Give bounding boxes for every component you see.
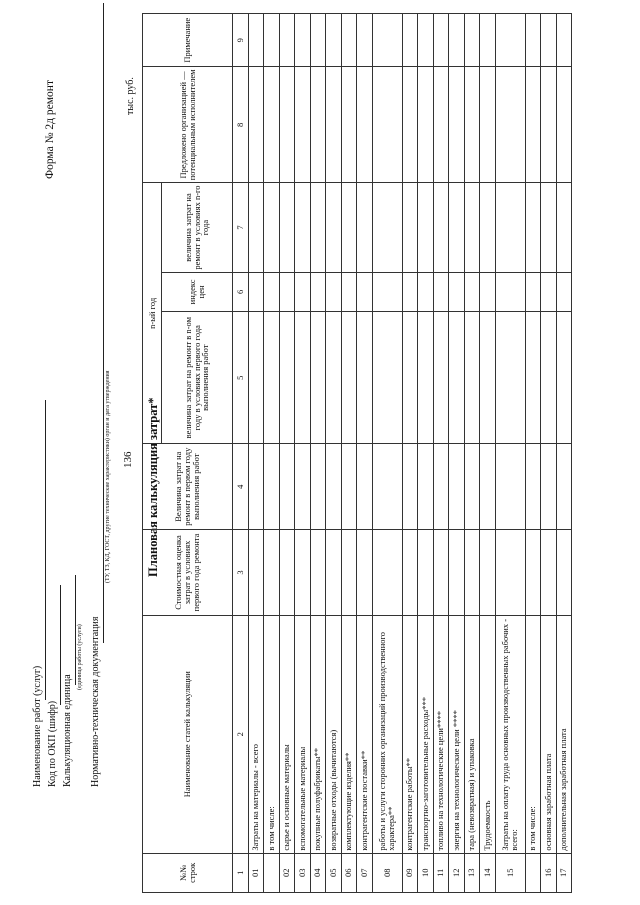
page-number: 136 [122, 451, 134, 468]
normative-docs-hint: (ТУ, ТЗ, КД, ГОСТ, другие технические характеристики) орган и дата утверждения [105, 370, 111, 583]
row-number: 01 [248, 853, 264, 892]
header-nth-amount-current: величина затрат на ремонт в условиях n-го года [162, 183, 233, 272]
row-item-name: сырье и основные материалы [279, 615, 295, 853]
value-cell[interactable] [556, 67, 572, 183]
value-cell[interactable] [357, 183, 373, 272]
value-cell[interactable] [372, 530, 402, 616]
value-cell[interactable] [295, 67, 311, 183]
value-cell[interactable] [248, 312, 264, 444]
value-cell[interactable] [310, 312, 326, 444]
value-cell[interactable] [556, 14, 572, 67]
col-number: 1 [233, 853, 249, 892]
row-item-name: возвратные отходы (вычитаются) [326, 615, 342, 853]
value-cell[interactable] [372, 444, 402, 530]
value-cell[interactable] [525, 183, 541, 272]
value-cell[interactable] [556, 183, 572, 272]
value-cell[interactable] [341, 530, 357, 616]
table-row [248, 14, 264, 893]
row-item-name: в том числе: [525, 615, 541, 853]
table-row [372, 14, 402, 893]
value-cell[interactable] [464, 183, 480, 272]
value-cell[interactable] [402, 312, 418, 444]
value-cell[interactable] [525, 312, 541, 444]
value-cell[interactable] [402, 14, 418, 67]
col-number: 9 [233, 14, 249, 67]
value-cell[interactable] [525, 444, 541, 530]
okp-code-line[interactable] [60, 585, 61, 705]
value-cell[interactable] [464, 272, 480, 311]
value-cell[interactable] [449, 14, 465, 67]
header-row-no: №№ строк [143, 853, 233, 892]
table-row [341, 14, 357, 893]
value-cell[interactable] [310, 183, 326, 272]
value-cell[interactable] [295, 312, 311, 444]
value-cell[interactable] [326, 530, 342, 616]
row-number: 16 [541, 853, 557, 892]
table-row [357, 14, 373, 893]
value-cell[interactable] [433, 444, 449, 530]
value-cell[interactable] [418, 272, 434, 311]
value-cell[interactable] [556, 530, 572, 616]
value-cell[interactable] [541, 312, 557, 444]
value-cell[interactable] [295, 530, 311, 616]
table-row [541, 14, 557, 893]
value-cell[interactable] [541, 444, 557, 530]
value-cell[interactable] [326, 312, 342, 444]
value-cell[interactable] [279, 14, 295, 67]
value-cell[interactable] [541, 67, 557, 183]
col-number: 7 [233, 183, 249, 272]
normative-docs-label: Нормативно-техническая документация [90, 616, 101, 787]
value-cell[interactable] [480, 530, 496, 616]
value-cell[interactable] [449, 183, 465, 272]
row-number: 14 [480, 853, 496, 892]
value-cell[interactable] [480, 444, 496, 530]
col-number: 6 [233, 272, 249, 311]
column-number-row [233, 14, 249, 893]
value-cell[interactable] [357, 444, 373, 530]
cost-table [142, 13, 572, 893]
value-cell[interactable] [495, 312, 525, 444]
value-cell[interactable] [449, 312, 465, 444]
value-cell[interactable] [248, 183, 264, 272]
value-cell[interactable] [326, 444, 342, 530]
value-cell[interactable] [418, 14, 434, 67]
value-cell[interactable] [326, 183, 342, 272]
row-number: 10 [418, 853, 434, 892]
value-cell[interactable] [295, 272, 311, 311]
value-cell[interactable] [464, 444, 480, 530]
row-number: 03 [295, 853, 311, 892]
value-cell[interactable] [279, 183, 295, 272]
row-number: 05 [326, 853, 342, 892]
row-item-name: транспортно-заготовительные расходы*** [418, 615, 434, 853]
value-cell[interactable] [341, 14, 357, 67]
header-price-index: индекс цен [162, 272, 233, 311]
value-cell[interactable] [480, 272, 496, 311]
value-cell[interactable] [372, 183, 402, 272]
value-cell[interactable] [433, 312, 449, 444]
row-item-name: топливо на технологические цели**** [433, 615, 449, 853]
value-cell[interactable] [295, 14, 311, 67]
calc-unit-label: Калькуляционная единица [62, 674, 73, 787]
value-cell[interactable] [480, 183, 496, 272]
table-row [264, 14, 280, 893]
header-nth-year: n-ый год [143, 183, 162, 444]
row-number: 15 [495, 853, 525, 892]
value-cell[interactable] [372, 312, 402, 444]
value-cell[interactable] [372, 67, 402, 183]
value-cell[interactable] [295, 183, 311, 272]
value-cell[interactable] [433, 530, 449, 616]
value-cell[interactable] [310, 530, 326, 616]
row-number: 11 [433, 853, 449, 892]
value-cell[interactable] [264, 272, 280, 311]
value-cell[interactable] [418, 312, 434, 444]
value-cell[interactable] [310, 14, 326, 67]
table-row [449, 14, 465, 893]
value-cell[interactable] [464, 14, 480, 67]
value-cell[interactable] [449, 444, 465, 530]
value-cell[interactable] [372, 272, 402, 311]
row-item-name: контрагентские поставки** [357, 615, 373, 853]
value-cell[interactable] [541, 272, 557, 311]
row-item-name: контрагентские работы** [402, 615, 418, 853]
value-cell[interactable] [310, 272, 326, 311]
row-number: 04 [310, 853, 326, 892]
value-cell[interactable] [525, 530, 541, 616]
header-item-name: Наименование статей калькуляции [143, 615, 233, 853]
value-cell[interactable] [480, 67, 496, 183]
value-cell[interactable] [264, 14, 280, 67]
table-row [464, 14, 480, 893]
value-cell[interactable] [357, 530, 373, 616]
row-number: 08 [372, 853, 402, 892]
value-cell[interactable] [326, 272, 342, 311]
value-cell[interactable] [495, 530, 525, 616]
row-item-name: энергия на технологические цели **** [449, 615, 465, 853]
value-cell[interactable] [279, 272, 295, 311]
value-cell[interactable] [433, 272, 449, 311]
col-number: 2 [233, 615, 249, 853]
value-cell[interactable] [279, 444, 295, 530]
value-cell[interactable] [357, 312, 373, 444]
value-cell[interactable] [525, 272, 541, 311]
row-number: 07 [357, 853, 373, 892]
value-cell[interactable] [279, 312, 295, 444]
value-cell[interactable] [464, 312, 480, 444]
value-cell[interactable] [495, 14, 525, 67]
value-cell[interactable] [310, 444, 326, 530]
value-cell[interactable] [418, 67, 434, 183]
value-cell[interactable] [341, 272, 357, 311]
value-cell[interactable] [264, 444, 280, 530]
value-cell[interactable] [264, 530, 280, 616]
col-number: 5 [233, 312, 249, 444]
table-row [480, 14, 496, 893]
table-row [295, 14, 311, 893]
value-cell[interactable] [480, 312, 496, 444]
row-number: 09 [402, 853, 418, 892]
value-cell[interactable] [248, 67, 264, 183]
col-number: 4 [233, 444, 249, 530]
table-row [402, 14, 418, 893]
value-cell[interactable] [433, 14, 449, 67]
value-cell[interactable] [480, 14, 496, 67]
header-proposed: Предложено организацией — потенциальным исполнителем [143, 67, 233, 183]
value-cell[interactable] [418, 444, 434, 530]
table-row [525, 14, 541, 893]
value-cell[interactable] [556, 444, 572, 530]
row-item-name: Затраты на материалы - всего [248, 615, 264, 853]
row-number [264, 853, 280, 892]
value-cell[interactable] [541, 183, 557, 272]
value-cell[interactable] [418, 183, 434, 272]
row-item-name: вспомогательные материалы [295, 615, 311, 853]
okp-code-label: Код по ОКП (шифр) [47, 700, 58, 787]
value-cell[interactable] [264, 312, 280, 444]
col-number: 8 [233, 67, 249, 183]
row-number: 12 [449, 853, 465, 892]
table-row [418, 14, 434, 893]
value-cell[interactable] [326, 14, 342, 67]
value-cell[interactable] [402, 444, 418, 530]
calc-unit-hint: (единица работы (услуги) [77, 624, 83, 690]
value-cell[interactable] [525, 14, 541, 67]
value-cell[interactable] [357, 272, 373, 311]
value-cell[interactable] [464, 67, 480, 183]
row-item-name: работы и услуги сторонних организаций производственного характера** [372, 615, 402, 853]
header-nth-amount: величина затрат на ремонт в n-ом году в условиях первого года выполнения работ [162, 312, 233, 444]
value-cell[interactable] [341, 183, 357, 272]
value-cell[interactable] [556, 312, 572, 444]
value-cell[interactable] [279, 67, 295, 183]
row-item-name: Трудоемкость [480, 615, 496, 853]
value-cell[interactable] [372, 14, 402, 67]
calc-unit-line[interactable] [75, 575, 76, 685]
value-cell[interactable] [449, 272, 465, 311]
value-cell[interactable] [541, 530, 557, 616]
work-name-line[interactable] [45, 400, 46, 700]
table-row [495, 14, 525, 893]
value-cell[interactable] [248, 444, 264, 530]
table-row [556, 14, 572, 893]
value-cell[interactable] [402, 530, 418, 616]
value-cell[interactable] [433, 183, 449, 272]
row-number: 17 [556, 853, 572, 892]
value-cell[interactable] [326, 67, 342, 183]
row-item-name: комплектующие изделия** [341, 615, 357, 853]
value-cell[interactable] [525, 67, 541, 183]
row-item-name: покупные полуфабрикаты** [310, 615, 326, 853]
value-cell[interactable] [248, 530, 264, 616]
row-item-name: тара (невозвратная) и упаковка [464, 615, 480, 853]
value-cell[interactable] [402, 272, 418, 311]
form-label: Форма № 2д ремонт [44, 80, 56, 179]
value-cell[interactable] [449, 67, 465, 183]
value-cell[interactable] [357, 14, 373, 67]
value-cell[interactable] [341, 444, 357, 530]
normative-docs-line[interactable] [103, 3, 104, 643]
value-cell[interactable] [279, 530, 295, 616]
col-number: 3 [233, 530, 249, 616]
value-cell[interactable] [402, 183, 418, 272]
table-row [433, 14, 449, 893]
row-number: 06 [341, 853, 357, 892]
value-cell[interactable] [495, 444, 525, 530]
value-cell[interactable] [402, 67, 418, 183]
value-cell[interactable] [264, 183, 280, 272]
table-row [326, 14, 342, 893]
value-cell[interactable] [495, 183, 525, 272]
row-item-name: Затраты на оплату труда основных производственных рабочих - всего: [495, 615, 525, 853]
value-cell[interactable] [418, 530, 434, 616]
value-cell[interactable] [264, 67, 280, 183]
value-cell[interactable] [495, 67, 525, 183]
value-cell[interactable] [495, 272, 525, 311]
value-cell[interactable] [248, 272, 264, 311]
header-first-year-amount: Величина затрат на ремонт в первом году выполнения работ [143, 444, 233, 530]
header-cost-first-year: Стоимостная оценка затрат в условиях первого года ремонта [143, 530, 233, 616]
header-note: Примечание [143, 14, 233, 67]
value-cell[interactable] [357, 67, 373, 183]
row-item-name: дополнительная заработная плата [556, 615, 572, 853]
units-label: тыс. руб. [125, 77, 136, 115]
row-number [525, 853, 541, 892]
value-cell[interactable] [295, 444, 311, 530]
table-row [279, 14, 295, 893]
row-item-name: в том числе: [264, 615, 280, 853]
value-cell[interactable] [310, 67, 326, 183]
value-cell[interactable] [541, 14, 557, 67]
value-cell[interactable] [341, 312, 357, 444]
value-cell[interactable] [341, 67, 357, 183]
value-cell[interactable] [248, 14, 264, 67]
value-cell[interactable] [464, 530, 480, 616]
work-name-label: Наименование работ (услуг) [32, 665, 43, 787]
value-cell[interactable] [556, 272, 572, 311]
page-title: Плановая калькуляция затрат* [146, 397, 160, 577]
value-cell[interactable] [433, 67, 449, 183]
row-number: 13 [464, 853, 480, 892]
row-item-name: основная заработная плата [541, 615, 557, 853]
row-number: 02 [279, 853, 295, 892]
value-cell[interactable] [449, 530, 465, 616]
table-row [310, 14, 326, 893]
